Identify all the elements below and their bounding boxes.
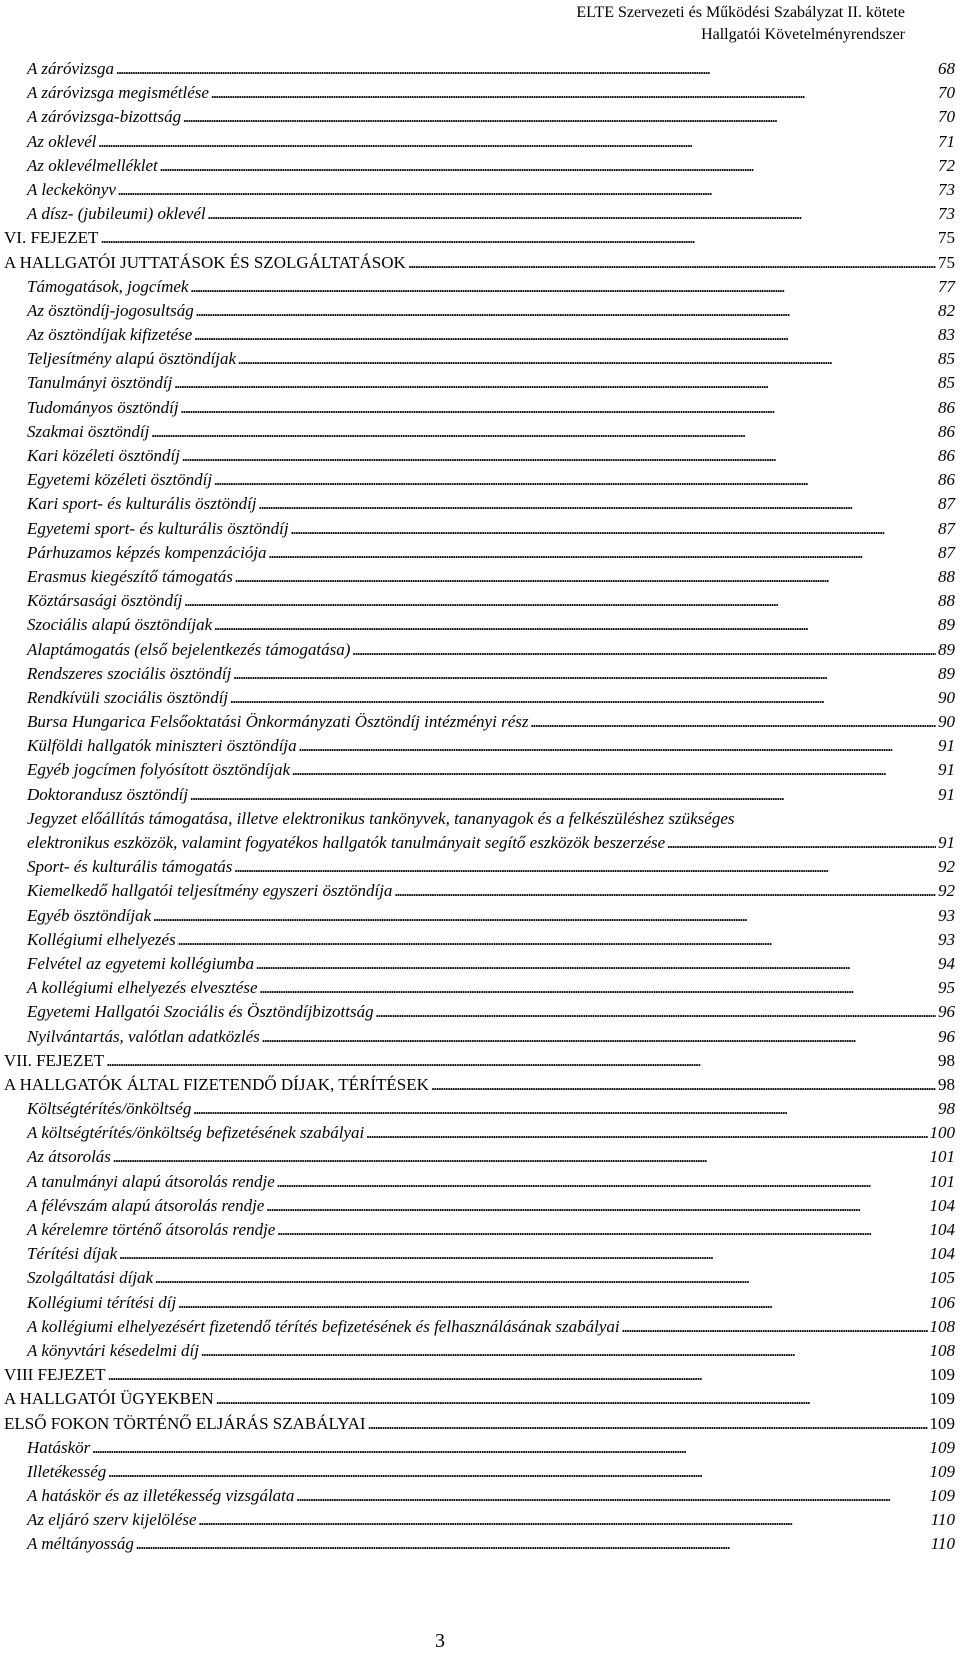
toc-entry-page: 90 [938, 712, 955, 732]
toc-entry-title: Egyetemi sport- és kulturális ösztöndíj [27, 518, 289, 538]
toc-entry-title: Párhuzamos képzés kompenzációja [27, 542, 267, 562]
dot-leader [113, 1145, 928, 1169]
toc-entry-page: 86 [938, 397, 955, 417]
toc-entry[interactable] [0, 1460, 955, 1484]
dot-leader [259, 492, 936, 516]
toc-entry-page: 98 [938, 1050, 955, 1070]
dot-leader [201, 1339, 928, 1363]
toc-entry-page: 110 [930, 1510, 955, 1530]
dot-leader [256, 952, 936, 976]
toc-entry-title: Köztársasági ösztöndíj [27, 591, 183, 611]
toc-entry-title: VIII FEJEZET [4, 1365, 106, 1385]
toc-entry[interactable] [0, 492, 955, 516]
toc-entry-title: Bursa Hungarica Felsőoktatási Önkormányzati Ösztöndíj intézményi rész [27, 712, 529, 732]
toc-entry[interactable] [0, 904, 955, 928]
toc-entry-title: Szociális alapú ösztöndíjak [27, 615, 213, 635]
toc-entry[interactable] [0, 1000, 955, 1024]
toc-entry-title: Doktorandusz ösztöndíj [27, 784, 189, 804]
toc-entry[interactable] [0, 57, 955, 81]
toc-entry-title: Külföldi hallgatók miniszteri ösztöndíja [27, 736, 297, 756]
toc-entry-page: 108 [929, 1316, 955, 1336]
toc-entry[interactable] [0, 807, 955, 855]
toc-entry-page: 106 [929, 1292, 955, 1312]
toc-entry[interactable] [0, 251, 955, 275]
toc-entry-title: Egyéb jogcímen folyósított ösztöndíjak [27, 760, 290, 780]
toc-entry-title: Hatáskör [27, 1437, 91, 1457]
toc-entry-title: A záróvizsga-bizottság [27, 107, 182, 127]
toc-entry-page: 95 [938, 978, 955, 998]
toc-entry[interactable] [0, 758, 955, 782]
dot-leader [181, 396, 936, 420]
toc-entry-title: Teljesítmény alapú ösztöndíjak [27, 349, 237, 369]
toc-entry-title: Szolgáltatási díjak [27, 1268, 154, 1288]
toc-entry-page: 91 [938, 832, 955, 852]
toc-entry-page: 109 [929, 1461, 955, 1481]
toc-entry-page: 109 [929, 1413, 955, 1433]
toc-entry-title: Egyéb ösztöndíjak [27, 905, 152, 925]
toc-entry[interactable] [0, 879, 955, 903]
dot-leader [100, 226, 936, 250]
dot-leader [262, 1025, 936, 1049]
dot-leader [182, 444, 936, 468]
dot-leader [291, 517, 936, 541]
dot-leader [184, 589, 936, 613]
toc-entry-title: A könyvtári késedelmi díj [27, 1340, 199, 1360]
toc-entry[interactable] [0, 444, 955, 468]
dot-leader [151, 420, 936, 444]
toc-entry-title: Kollégiumi térítési díj [27, 1292, 177, 1312]
toc-entry-page: 104 [929, 1220, 955, 1240]
toc-entry-page: 72 [938, 155, 955, 175]
toc-entry[interactable] [0, 1073, 955, 1097]
toc-entry[interactable] [0, 468, 955, 492]
toc-entry-page: 104 [929, 1244, 955, 1264]
toc-entry-title: Támogatások, jogcímek [27, 276, 189, 296]
toc-entry[interactable] [0, 1387, 955, 1411]
toc-entry-page: 101 [929, 1147, 955, 1167]
toc-entry-page: 83 [938, 325, 955, 345]
toc-entry-title: Tudományos ösztöndíj [27, 397, 179, 417]
toc-entry-page: 87 [938, 542, 955, 562]
toc-entry-page: 73 [938, 204, 955, 224]
toc-entry[interactable] [0, 855, 955, 879]
toc-entry[interactable] [0, 1315, 955, 1339]
toc-entry[interactable] [0, 1266, 955, 1290]
dot-leader [269, 541, 936, 565]
toc-entry-title: Az ösztöndíjak kifizetése [27, 325, 193, 345]
toc-entry-page: 98 [938, 1074, 955, 1094]
page-number: 3 [435, 1630, 445, 1652]
toc-entry-title: A félévszám alapú átsorolás rendje [27, 1195, 265, 1215]
toc-entry[interactable] [0, 783, 955, 807]
toc-entry-title: Kari sport- és kulturális ösztöndíj [27, 494, 257, 514]
toc-entry[interactable] [0, 371, 955, 395]
toc-entry-page: 89 [938, 615, 955, 635]
toc-entry-page: 109 [929, 1365, 955, 1385]
dot-leader [196, 299, 936, 323]
toc-entry-page: 82 [938, 300, 955, 320]
toc-entry-page: 92 [938, 857, 955, 877]
toc-entry-page: 86 [938, 421, 955, 441]
toc-entry-page: 75 [938, 228, 955, 248]
toc-entry-page: 70 [938, 83, 955, 103]
dot-leader [211, 81, 936, 105]
toc-entry[interactable] [0, 734, 955, 758]
toc-entry[interactable] [0, 1218, 955, 1242]
toc-entry-title: A költségtérítés/önköltség befizetésének szabályai [27, 1123, 365, 1143]
toc-entry[interactable] [0, 952, 955, 976]
toc-entry-page: 94 [938, 953, 955, 973]
toc-entry[interactable] [0, 1339, 955, 1363]
dot-leader [230, 686, 936, 710]
toc-entry-page: 89 [938, 663, 955, 683]
toc-entry[interactable] [0, 299, 955, 323]
toc-entry-title: A kérelemre történő átsorolás rendje [27, 1220, 276, 1240]
dot-leader [178, 928, 936, 952]
dot-leader [183, 105, 936, 129]
toc-entry[interactable] [0, 178, 955, 202]
toc-entry-page: 93 [938, 905, 955, 925]
dot-leader [153, 904, 936, 928]
toc-entry-page: 98 [938, 1099, 955, 1119]
header-subtitle: Hallgatói Követelményrendszer [701, 26, 905, 43]
toc-entry[interactable] [0, 130, 955, 154]
dot-leader [292, 758, 936, 782]
dot-leader [160, 154, 936, 178]
toc-entry[interactable] [0, 686, 955, 710]
toc-entry-page: 109 [929, 1389, 955, 1409]
toc-entry-title: Rendszeres szociális ösztöndíj [27, 663, 232, 683]
toc-entry-title: Az oklevél [27, 131, 97, 151]
dot-leader [98, 130, 936, 154]
dot-leader [199, 1508, 929, 1532]
dot-leader [136, 1532, 929, 1556]
toc-entry[interactable] [0, 1049, 955, 1073]
toc-entry-title: A tanulmányi alapú átsorolás rendje [27, 1171, 275, 1191]
dot-leader [667, 831, 936, 855]
toc-entry-title: A leckekönyv [27, 179, 116, 199]
dot-leader [368, 1412, 928, 1436]
toc-entry-title: Alaptámogatás (első bejelentkezés támogatása) [27, 639, 351, 659]
dot-leader [216, 1387, 928, 1411]
dot-leader [194, 323, 936, 347]
toc-entry-title: Rendkívüli szociális ösztöndíj [27, 687, 229, 707]
toc-entry-page: 77 [938, 276, 955, 296]
toc-entry[interactable] [0, 1508, 955, 1532]
toc-entry-title: Szakmai ösztöndíj [27, 421, 150, 441]
table-of-contents [0, 57, 955, 1557]
toc-entry-page: 96 [938, 1002, 955, 1022]
toc-entry-title: Nyilvántartás, valótlan adatközlés [27, 1026, 260, 1046]
dot-leader [376, 1000, 936, 1024]
toc-entry-page: 105 [929, 1268, 955, 1288]
toc-entry[interactable] [0, 81, 955, 105]
dot-leader [106, 1049, 936, 1073]
toc-entry[interactable] [0, 396, 955, 420]
toc-entry-title: Az oklevélmelléklet [27, 155, 158, 175]
toc-entry[interactable] [0, 1532, 955, 1556]
toc-entry-page: 109 [929, 1437, 955, 1457]
toc-entry[interactable] [0, 541, 955, 565]
toc-entry-title: Az átsorolás [27, 1147, 111, 1167]
toc-entry-page: 101 [929, 1171, 955, 1191]
dot-leader [299, 734, 936, 758]
dot-leader [260, 976, 936, 1000]
toc-entry-page: 73 [938, 179, 955, 199]
dot-leader [214, 468, 936, 492]
toc-entry-title: A dísz- (jubileumi) oklevél [27, 204, 206, 224]
toc-entry[interactable] [0, 710, 955, 734]
toc-entry-title: Kiemelkedő hallgatói teljesítmény egyszeri ösztöndíja [27, 881, 393, 901]
toc-entry-page: 87 [938, 494, 955, 514]
toc-entry[interactable] [0, 420, 955, 444]
running-header [576, 2, 905, 46]
toc-entry-title: A HALLGATÓI ÜGYEKBEN [4, 1389, 214, 1409]
dot-leader [233, 662, 936, 686]
dot-leader [235, 565, 936, 589]
toc-entry-title: Térítési díjak [27, 1244, 118, 1264]
toc-entry[interactable] [0, 105, 955, 129]
toc-entry[interactable] [0, 1484, 955, 1508]
toc-entry-page: 91 [938, 760, 955, 780]
toc-entry-title: Kollégiumi elhelyezés [27, 929, 176, 949]
toc-entry[interactable] [0, 589, 955, 613]
toc-entry[interactable] [0, 1194, 955, 1218]
toc-entry-title: A záróvizsga megismétlése [27, 83, 209, 103]
dot-leader [366, 1121, 927, 1145]
toc-entry-page: 68 [938, 59, 955, 78]
toc-entry-page: 93 [938, 929, 955, 949]
toc-entry-title: VI. FEJEZET [4, 228, 99, 248]
dot-leader [108, 1460, 927, 1484]
toc-entry-title: A HALLGATÓI JUTTATÁSOK ÉS SZOLGÁLTATÁSOK [4, 252, 406, 272]
toc-entry[interactable] [0, 1121, 955, 1145]
toc-entry[interactable] [0, 928, 955, 952]
toc-entry[interactable] [0, 1242, 955, 1266]
toc-entry[interactable] [0, 1412, 955, 1436]
toc-entry-page: 104 [929, 1195, 955, 1215]
toc-entry-title: Erasmus kiegészítő támogatás [27, 566, 233, 586]
dot-leader [193, 1097, 936, 1121]
toc-entry-page: 85 [938, 373, 955, 393]
toc-entry-page: 88 [938, 591, 955, 611]
toc-entry-page: 110 [930, 1534, 955, 1554]
dot-leader [394, 879, 936, 903]
toc-entry-page: 109 [929, 1486, 955, 1506]
toc-entry[interactable] [0, 976, 955, 1000]
dot-leader [174, 371, 936, 395]
dot-leader [190, 275, 936, 299]
toc-entry[interactable] [0, 1170, 955, 1194]
dot-leader [408, 251, 936, 275]
toc-entry-title: A kollégiumi elhelyezés elvesztése [27, 978, 258, 998]
toc-entry-page: 75 [938, 252, 955, 272]
toc-entry-title: Felvétel az egyetemi kollégiumba [27, 953, 255, 973]
toc-entry-page: 86 [938, 470, 955, 490]
toc-entry-title: Egyetemi Hallgatói Szociális és Ösztöndíjbizottság [27, 1002, 374, 1022]
toc-entry[interactable] [0, 1025, 955, 1049]
toc-entry-title: Tanulmányi ösztöndíj [27, 373, 173, 393]
toc-entry-page: 87 [938, 518, 955, 538]
dot-leader [296, 1484, 927, 1508]
dot-leader [116, 57, 936, 81]
toc-entry-page: 91 [938, 736, 955, 756]
toc-entry-title: Kari közéleti ösztöndíj [27, 446, 180, 465]
dot-leader [214, 613, 936, 637]
toc-entry[interactable] [0, 1436, 955, 1460]
toc-entry-title: Illetékesség [27, 1461, 107, 1481]
toc-entry-title-continued: elektronikus eszközök, valamint fogyatékos hallgatók tanulmányait segítő eszközök beszerzése [27, 832, 666, 852]
toc-entry-title: Sport- és kulturális támogatás [27, 857, 233, 877]
dot-leader [277, 1218, 927, 1242]
toc-entry-title: Az ösztöndíj-jogosultság [27, 300, 194, 320]
dot-leader [234, 855, 936, 879]
dot-leader [118, 178, 936, 202]
toc-entry-page: 96 [938, 1026, 955, 1046]
dot-leader [155, 1266, 927, 1290]
toc-entry[interactable] [0, 1097, 955, 1121]
toc-entry-title: A záróvizsga [27, 59, 115, 78]
toc-entry-page: 90 [938, 687, 955, 707]
toc-entry-page: 92 [938, 881, 955, 901]
toc-entry-page: 108 [929, 1340, 955, 1360]
toc-entry-title: Az eljáró szerv kijelölése [27, 1510, 197, 1530]
toc-entry-title: Jegyzet előállítás támogatása, illetve elektronikus tankönyvek, tananyagok és a felkészüléshez szükséges [27, 808, 735, 828]
dot-leader [190, 783, 936, 807]
toc-entry-title: VII. FEJEZET [4, 1050, 105, 1070]
dot-leader [431, 1073, 936, 1097]
dot-leader [266, 1194, 927, 1218]
toc-entry[interactable] [0, 154, 955, 178]
dot-leader [119, 1242, 927, 1266]
toc-entry[interactable] [0, 202, 955, 226]
toc-entry-title: Költségtérítés/önköltség [27, 1099, 192, 1119]
dot-leader [108, 1363, 928, 1387]
toc-entry[interactable] [0, 1145, 955, 1169]
toc-entry-page: 91 [938, 784, 955, 804]
toc-entry[interactable] [0, 347, 955, 371]
toc-entry[interactable] [0, 613, 955, 637]
toc-entry-page: 88 [938, 566, 955, 586]
toc-entry[interactable] [0, 226, 955, 250]
header-title: ELTE Szervezeti és Működési Szabályzat II. kötete [576, 4, 905, 21]
dot-leader [352, 638, 936, 662]
dot-leader [208, 202, 936, 226]
dot-leader [178, 1291, 927, 1315]
toc-entry-page: 100 [929, 1123, 955, 1143]
toc-entry-page: 89 [938, 639, 955, 659]
toc-entry[interactable] [0, 565, 955, 589]
toc-entry[interactable] [0, 1291, 955, 1315]
toc-entry[interactable] [0, 323, 955, 347]
toc-entry-title: A méltányosság [27, 1534, 134, 1554]
toc-entry-page: 70 [938, 107, 955, 127]
toc-entry[interactable] [0, 275, 955, 299]
dot-leader [92, 1436, 927, 1460]
toc-entry[interactable] [0, 517, 955, 541]
toc-entry-title: ELSŐ FOKON TÖRTÉNŐ ELJÁRÁS SZABÁLYAI [4, 1413, 366, 1433]
toc-entry[interactable] [0, 1363, 955, 1387]
toc-entry-title: Egyetemi közéleti ösztöndíj [27, 470, 213, 490]
toc-entry[interactable] [0, 638, 955, 662]
toc-entry-page: 85 [938, 349, 955, 369]
dot-leader [277, 1170, 928, 1194]
toc-entry-title: A kollégiumi elhelyezésért fizetendő térítés befizetésének és felhasználásának szabályai [27, 1316, 620, 1336]
toc-entry-title: A hatáskör és az illetékesség vizsgálata [27, 1486, 295, 1506]
toc-entry[interactable] [0, 662, 955, 686]
dot-leader [238, 347, 936, 371]
toc-entry-title: A HALLGATÓK ÁLTAL FIZETENDŐ DÍJAK, TÉRÍTÉSEK [4, 1074, 429, 1094]
toc-entry-page: 71 [938, 131, 955, 151]
dot-leader [622, 1315, 928, 1339]
dot-leader [530, 710, 936, 734]
toc-entry-page: 86 [938, 446, 955, 465]
